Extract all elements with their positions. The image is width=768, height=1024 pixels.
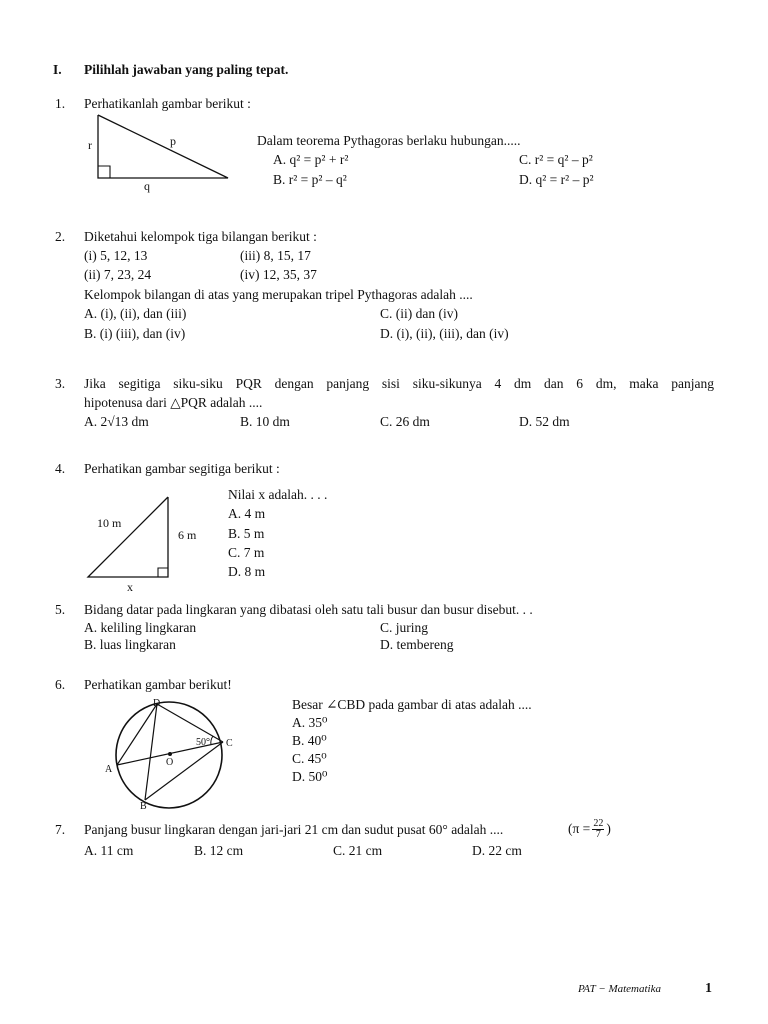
q1-number: 1. [55,96,66,111]
q6-option-c: C. 45⁰ [292,751,327,766]
q3-option-b: B. 10 dm [240,414,290,429]
q6-label-b: B [140,801,147,812]
q5-option-b: B. luas lingkaran [84,637,176,652]
q6-option-a: A. 35⁰ [292,715,328,730]
q4-label-x: x [127,580,133,594]
q4-option-b: B. 5 m [228,526,265,541]
q6-label-o: O [166,757,174,768]
q6-option-b: B. 40⁰ [292,733,327,748]
q6-question: Besar ∠CBD pada gambar di atas adalah .... [292,697,532,712]
q3-option-c: C. 26 dm [380,414,430,429]
q7-pi-note [568,816,611,842]
q5-stem: Bidang datar pada lingkaran yang dibatasi oleh satu tali busur dan busur disebut. . . [84,602,533,617]
q4-stem: Perhatikan gambar segitiga berikut : [84,461,280,476]
q7-option-b: B. 12 cm [194,843,244,858]
footer-label: PAT − Matematika [578,983,661,995]
q6-stem: Perhatikan gambar berikut! [84,677,232,692]
q4-number: 4. [55,461,66,476]
q4-label-side: 6 m [178,528,197,542]
q6-label-angle: 50° [196,737,210,748]
q2-set-i: (i) 5, 12, 13 [84,248,148,263]
q1-option-a: A. q² = p² + r² [273,152,349,167]
q1-label-q: q [144,179,150,193]
q3-line-2: hipotenusa dari △PQR adalah .... [84,395,263,410]
q4-option-a: A. 4 m [228,506,266,521]
q1-option-d: D. q² = r² – p² [519,172,594,187]
q1-stem: Perhatikanlah gambar berikut : [84,96,251,111]
q1-option-c: C. r² = q² – p² [519,152,593,167]
q6-option-d: D. 50⁰ [292,769,328,784]
q1-intro: Dalam teorema Pythagoras berlaku hubungan..... [257,133,521,148]
q5-number: 5. [55,602,66,617]
q2-set-iv: (iv) 12, 35, 37 [240,267,317,282]
q2-number: 2. [55,229,66,244]
q5-option-d: D. tembereng [380,637,454,652]
q2-question: Kelompok bilangan di atas yang merupakan tripel Pythagoras adalah .... [84,287,473,302]
q6-center-point [168,752,172,756]
q5-option-a: A. keliling lingkaran [84,620,197,635]
q7-pi-close: ) [606,821,611,837]
q1-label-r: r [88,138,92,152]
q7-option-d: D. 22 cm [472,843,522,858]
q7-pi-denominator: 7 [595,828,601,840]
q2-set-iii: (iii) 8, 15, 17 [240,248,311,263]
q6-chord-db [145,704,157,800]
section-title: Pilihlah jawaban yang paling tepat. [84,62,289,77]
q3-line-1: Jika segitiga siku-siku PQR dengan panjang sisi siku-sikunya 4 dm dan 6 dm, maka panjang [84,376,714,391]
q4-label-hypotenuse: 10 m [97,516,122,530]
page-number: 1 [705,981,712,996]
q7-option-c: C. 21 cm [333,843,383,858]
q5-option-c: C. juring [380,620,429,635]
q6-label-d: D [153,698,161,709]
q3-option-d: D. 52 dm [519,414,570,429]
q2-option-b: B. (i) (iii), dan (iv) [84,326,186,341]
q2-set-ii: (ii) 7, 23, 24 [84,267,152,282]
q7-number: 7. [55,822,66,837]
q1-option-b: B. r² = p² – q² [273,172,347,187]
q2-option-a: A. (i), (ii), dan (iii) [84,306,187,321]
q7-option-a: A. 11 cm [84,843,134,858]
q6-label-a: A [105,764,113,775]
q1-label-p: p [170,134,176,148]
q4-option-d: D. 8 m [228,564,266,579]
q7-pi-open: (π = [568,821,591,837]
q2-stem: Diketahui kelompok tiga bilangan berikut : [84,229,317,244]
q2-option-c: C. (ii) dan (iv) [380,306,458,321]
q6-label-c: C [226,738,233,749]
q2-option-d: D. (i), (ii), (iii), dan (iv) [380,326,509,341]
q3-option-a: A. 2√13 dm [84,414,149,429]
q7-stem: Panjang busur lingkaran dengan jari-jari 21 cm dan sudut pusat 60° adalah .... [84,822,504,837]
q3-number: 3. [55,376,66,391]
q6-number: 6. [55,677,66,692]
q7-pi-numerator: 22 [593,817,604,829]
q4-question: Nilai x adalah. . . . [228,487,328,502]
section-number: I. [53,62,62,77]
q7-pi-fraction [592,819,604,840]
q4-option-c: C. 7 m [228,545,265,560]
